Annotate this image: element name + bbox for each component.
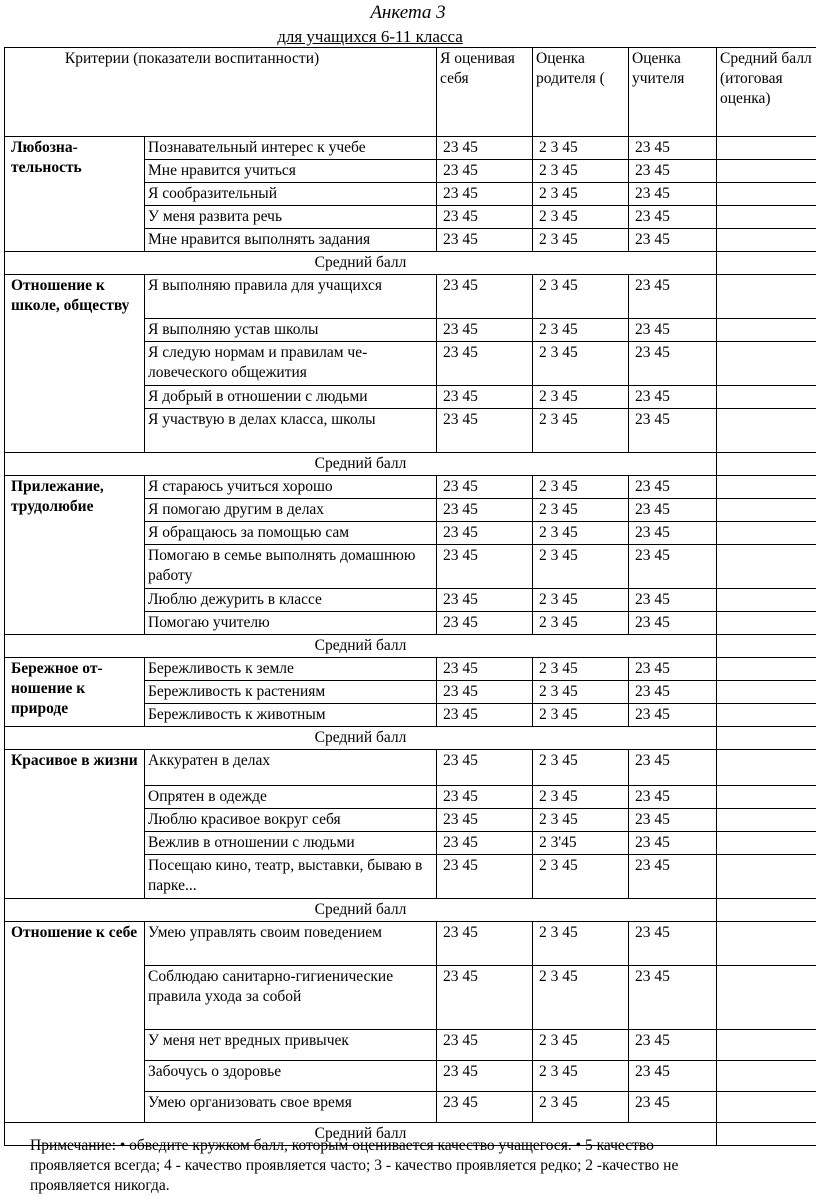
average-cell[interactable] [717,612,816,635]
average-cell[interactable] [717,809,816,832]
self-score[interactable]: 23 45 [437,786,533,809]
self-score[interactable]: 23 45 [437,966,533,1030]
table-row [5,922,816,966]
self-score[interactable]: 23 45 [437,206,533,229]
table-row [5,658,816,681]
self-score[interactable]: 23 45 [437,183,533,206]
average-cell[interactable] [717,922,816,966]
self-score[interactable]: 23 45 [437,499,533,522]
average-value-cell[interactable] [717,453,816,476]
self-score[interactable]: 23 45 [437,319,533,342]
average-cell[interactable] [717,1092,816,1123]
teacher-score[interactable]: 23 45 [629,658,717,681]
criterion-text: У меня нет вредных привычек [145,1030,437,1061]
teacher-score[interactable]: 23 45 [629,342,717,386]
average-row [5,899,816,922]
teacher-score[interactable]: 23 45 [629,966,717,1030]
self-score[interactable]: 23 45 [437,160,533,183]
form-subtitle: для учащихся 6-11 класса [277,27,463,46]
self-score[interactable]: 23 45 [437,545,533,589]
parent-score[interactable]: 2 3 45 [533,545,629,589]
parent-score[interactable]: 2 3 45 [533,1030,629,1061]
header-average: Средний балл (итоговая оценка) [717,48,816,137]
table-row [5,750,816,786]
teacher-score[interactable]: 23 45 [629,809,717,832]
parent-score[interactable]: 2 3 45 [533,589,629,612]
average-cell[interactable] [717,183,816,206]
criterion-text: Я следую нормам и правилам че-ловеческого общежития [145,342,437,386]
average-cell[interactable] [717,832,816,855]
table-row [5,137,816,160]
parent-score[interactable]: 2 3 45 [533,750,629,786]
average-cell[interactable] [717,966,816,1030]
criterion-text: Познавательный интерес к учебе [145,137,437,160]
self-score[interactable]: 23 45 [437,1092,533,1123]
self-score[interactable]: 23 45 [437,1061,533,1092]
criterion-text: Я стараюсь учиться хорошо [145,476,437,499]
teacher-score[interactable]: 23 45 [629,137,717,160]
self-score[interactable]: 23 45 [437,229,533,252]
average-label: Средний балл [5,1123,717,1146]
teacher-score[interactable]: 23 45 [629,206,717,229]
average-value-cell[interactable] [717,1123,816,1146]
average-cell[interactable] [717,386,816,409]
criterion-text: Я сообразительный [145,183,437,206]
parent-score[interactable]: 2 3 45 [533,855,629,899]
average-cell[interactable] [717,658,816,681]
self-score[interactable]: 23 45 [437,612,533,635]
category-label: Отношение к себе [5,922,145,1123]
parent-score[interactable]: 2 3 45 [533,137,629,160]
teacher-score[interactable]: 23 45 [629,922,717,966]
parent-score[interactable]: 2 3 45 [533,499,629,522]
criterion-text: Люблю красивое вокруг себя [145,809,437,832]
average-row [5,252,816,275]
parent-score[interactable]: 2 3 45 [533,206,629,229]
self-score[interactable]: 23 45 [437,1030,533,1061]
category-label: Любозна-тельность [5,137,145,252]
parent-score[interactable]: 2 3 45 [533,612,629,635]
average-cell[interactable] [717,137,816,160]
self-score[interactable]: 23 45 [437,409,533,453]
teacher-score[interactable]: 23 45 [629,522,717,545]
teacher-score[interactable]: 23 45 [629,786,717,809]
parent-score[interactable]: 2 3 45 [533,704,629,727]
teacher-score[interactable]: 23 45 [629,275,717,319]
teacher-score[interactable]: 23 45 [629,681,717,704]
teacher-score[interactable]: 23 45 [629,476,717,499]
parent-score[interactable]: 2 3 45 [533,476,629,499]
form-title: Анкета 3 [370,2,446,23]
header-parent: Оценка родителя ( [533,48,629,137]
average-label: Средний балл [5,453,717,476]
teacher-score[interactable]: 23 45 [629,612,717,635]
average-label: Средний балл [5,899,717,922]
average-cell[interactable] [717,522,816,545]
parent-score[interactable]: 2 3 45 [533,658,629,681]
criterion-text: Умею управлять своим поведением [145,922,437,966]
criterion-text: Помогаю в семье выполнять домашнюю работу [145,545,437,589]
criterion-text: Вежлив в отношении с людьми [145,832,437,855]
criterion-text: Посещаю кино, театр, выставки, бываю в парке... [145,855,437,899]
category-label: Отношение к школе, обществу [5,275,145,453]
self-score[interactable]: 23 45 [437,922,533,966]
self-score[interactable]: 23 45 [437,342,533,386]
average-label: Средний балл [5,727,717,750]
parent-score[interactable]: 2 3 45 [533,229,629,252]
criterion-text: Помогаю учителю [145,612,437,635]
criterion-text: Я помогаю другим в делах [145,499,437,522]
teacher-score[interactable]: 23 45 [629,1030,717,1061]
average-cell[interactable] [717,409,816,453]
average-row [5,635,816,658]
teacher-score[interactable]: 23 45 [629,409,717,453]
average-cell[interactable] [717,704,816,727]
average-cell[interactable] [717,589,816,612]
self-score[interactable]: 23 45 [437,589,533,612]
criterion-text: Мне нравится учиться [145,160,437,183]
teacher-score[interactable]: 23 45 [629,832,717,855]
criterion-text: Я добрый в отношении с людьми [145,386,437,409]
average-cell[interactable] [717,476,816,499]
teacher-score[interactable]: 23 45 [629,386,717,409]
category-label: Бережное от-ношение к природе [5,658,145,727]
header-teacher: Оценка учителя [629,48,717,137]
parent-score[interactable]: 2 3 45 [533,809,629,832]
category-label: Красивое в жизни [5,750,145,899]
average-cell[interactable] [717,1061,816,1092]
footnote: Примечание: • обведите кружком балл, которым оценивается качество учащегося. • 5 качество проявляется всегда; 4 - качество проявляется часто; 3 - качество проявляется редко; 2 -качество не проявляется никогда. [30,1137,679,1194]
parent-score[interactable]: 2 3 45 [533,1061,629,1092]
criterion-text: Бережливость к животным [145,704,437,727]
self-score[interactable]: 23 45 [437,476,533,499]
criterion-text: Мне нравится выполнять задания [145,229,437,252]
average-cell[interactable] [717,319,816,342]
average-cell[interactable] [717,275,816,319]
criterion-text: Я участвую в делах класса, школы [145,409,437,453]
teacher-score[interactable]: 23 45 [629,1061,717,1092]
average-cell[interactable] [717,229,816,252]
parent-score[interactable]: 2 3 45 [533,386,629,409]
average-value-cell[interactable] [717,635,816,658]
parent-score[interactable]: 2 3 45 [533,966,629,1030]
self-score[interactable]: 23 45 [437,658,533,681]
criterion-text: Люблю дежурить в классе [145,589,437,612]
header-criteria: Критерии (показатели воспитанности) [5,48,437,137]
average-row [5,453,816,476]
self-score[interactable]: 23 45 [437,855,533,899]
self-score[interactable]: 23 45 [437,750,533,786]
teacher-score[interactable]: 23 45 [629,545,717,589]
teacher-score[interactable]: 23 45 [629,160,717,183]
criterion-text: Я выполняю устав школы [145,319,437,342]
parent-score[interactable]: 2 3 45 [533,409,629,453]
parent-score[interactable]: 2 3 45 [533,319,629,342]
parent-score[interactable]: 2 3 45 [533,681,629,704]
average-cell[interactable] [717,855,816,899]
teacher-score[interactable]: 23 45 [629,750,717,786]
average-cell[interactable] [717,206,816,229]
self-score[interactable]: 23 45 [437,386,533,409]
teacher-score[interactable]: 23 45 [629,183,717,206]
criterion-text: Я выполняю правила для учащихся [145,275,437,319]
average-cell[interactable] [717,786,816,809]
teacher-score[interactable]: 23 45 [629,499,717,522]
survey-table [4,47,816,1146]
parent-score[interactable]: 2 3 45 [533,342,629,386]
header-self: Я оценивая себя [437,48,533,137]
criterion-text: Я обращаюсь за помощью сам [145,522,437,545]
self-score[interactable]: 23 45 [437,809,533,832]
table-row [5,275,816,319]
self-score[interactable]: 23 45 [437,832,533,855]
average-cell[interactable] [717,499,816,522]
teacher-score[interactable]: 23 45 [629,319,717,342]
average-cell[interactable] [717,681,816,704]
average-cell[interactable] [717,1030,816,1061]
teacher-score[interactable]: 23 45 [629,1092,717,1123]
average-cell[interactable] [717,545,816,589]
average-cell[interactable] [717,750,816,786]
criterion-text: Забочусь о здоровье [145,1061,437,1092]
average-cell[interactable] [717,342,816,386]
self-score[interactable]: 23 45 [437,522,533,545]
teacher-score[interactable]: 23 45 [629,229,717,252]
parent-score[interactable]: 2 3 45 [533,522,629,545]
parent-score[interactable]: 2 3 45 [533,1092,629,1123]
criterion-text: Умею организовать свое время [145,1092,437,1123]
teacher-score[interactable]: 23 45 [629,704,717,727]
parent-score[interactable]: 2 3 45 [533,183,629,206]
parent-score[interactable]: 2 3 45 [533,160,629,183]
criterion-text: Бережливость к растениям [145,681,437,704]
header-row [5,48,816,137]
self-score[interactable]: 23 45 [437,681,533,704]
table-row [5,476,816,499]
criterion-text: Опрятен в одежде [145,786,437,809]
teacher-score[interactable]: 23 45 [629,855,717,899]
average-value-cell[interactable] [717,899,816,922]
parent-score[interactable]: 2 3 45 [533,275,629,319]
criterion-text: Соблюдаю санитарно-гигиенические правила ухода за собой [145,966,437,1030]
self-score[interactable]: 23 45 [437,137,533,160]
parent-score[interactable]: 2 3 45 [533,922,629,966]
average-value-cell[interactable] [717,252,816,275]
average-label: Средний балл [5,252,717,275]
self-score[interactable]: 23 45 [437,704,533,727]
category-label: Прилежание, трудолюбие [5,476,145,635]
average-label: Средний балл [5,635,717,658]
parent-score[interactable]: 2 3'45 [533,832,629,855]
criterion-text: У меня развита речь [145,206,437,229]
parent-score[interactable]: 2 3 45 [533,786,629,809]
self-score[interactable]: 23 45 [437,275,533,319]
criterion-text: Аккуратен в делах [145,750,437,786]
average-value-cell[interactable] [717,727,816,750]
teacher-score[interactable]: 23 45 [629,589,717,612]
average-cell[interactable] [717,160,816,183]
criterion-text: Бережливость к земле [145,658,437,681]
average-row [5,727,816,750]
